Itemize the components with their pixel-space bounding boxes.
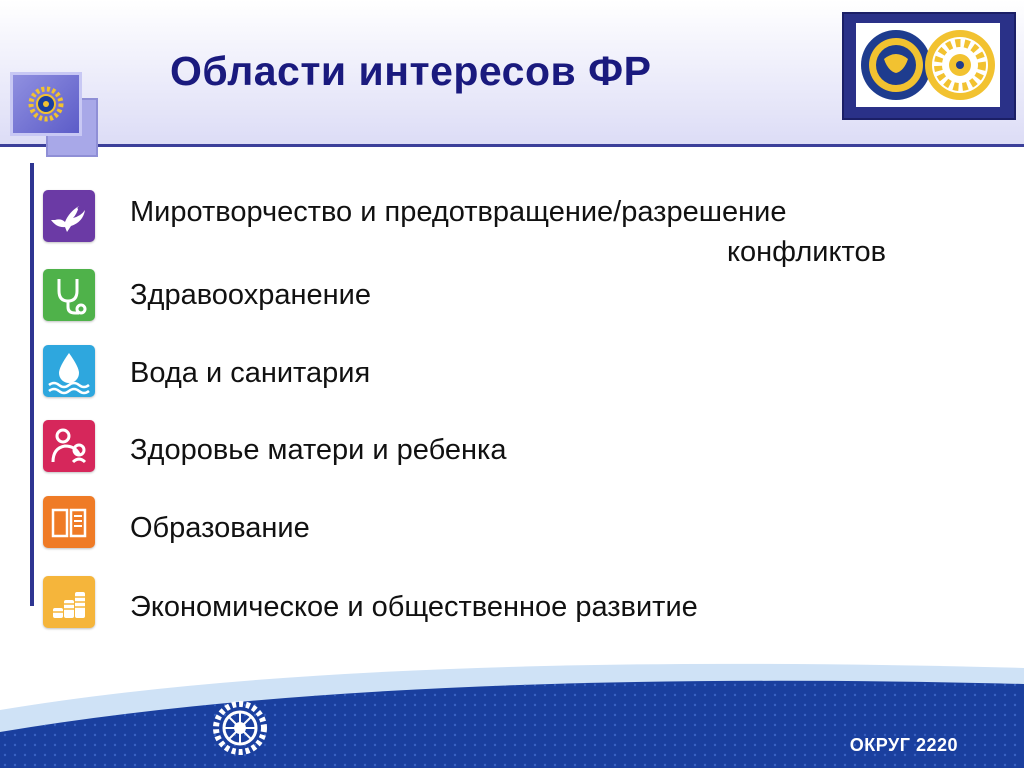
peace-icon-tile	[43, 190, 95, 242]
foundation-logo	[842, 12, 1016, 120]
maternal-icon-tile	[43, 420, 95, 472]
decorative-square-front	[10, 72, 82, 136]
header-divider	[0, 144, 1024, 147]
coins-icon	[43, 576, 95, 628]
water-icon-tile	[43, 345, 95, 397]
foundation-emblem-icon	[856, 23, 1000, 107]
dove-icon	[43, 190, 95, 242]
area-label-water: Вода и санитария	[130, 357, 371, 389]
health-icon-tile	[43, 269, 95, 321]
area-label-health: Здравоохранение	[130, 279, 371, 311]
area-label-economic: Экономическое и общественное развитие	[130, 591, 698, 623]
water-drop-icon	[43, 345, 95, 397]
rotary-wheel-icon	[13, 75, 79, 133]
list-vertical-rule	[30, 163, 34, 606]
mother-child-icon	[43, 420, 95, 472]
area-label-peace-cont: конфликтов	[727, 236, 887, 268]
district-label: ОКРУГ 2220	[849, 735, 958, 755]
area-label-education: Образование	[130, 512, 310, 544]
stethoscope-icon	[43, 269, 95, 321]
area-label-maternal: Здоровье матери и ребенка	[130, 434, 507, 466]
open-book-icon	[43, 496, 95, 548]
slide-title: Области интересов ФР	[170, 48, 652, 94]
area-label-peace: Миротворчество и предотвращение/разрешение	[130, 196, 787, 228]
education-icon-tile	[43, 496, 95, 548]
rotary-footer-wheel-icon	[212, 700, 268, 756]
economic-icon-tile	[43, 576, 95, 628]
